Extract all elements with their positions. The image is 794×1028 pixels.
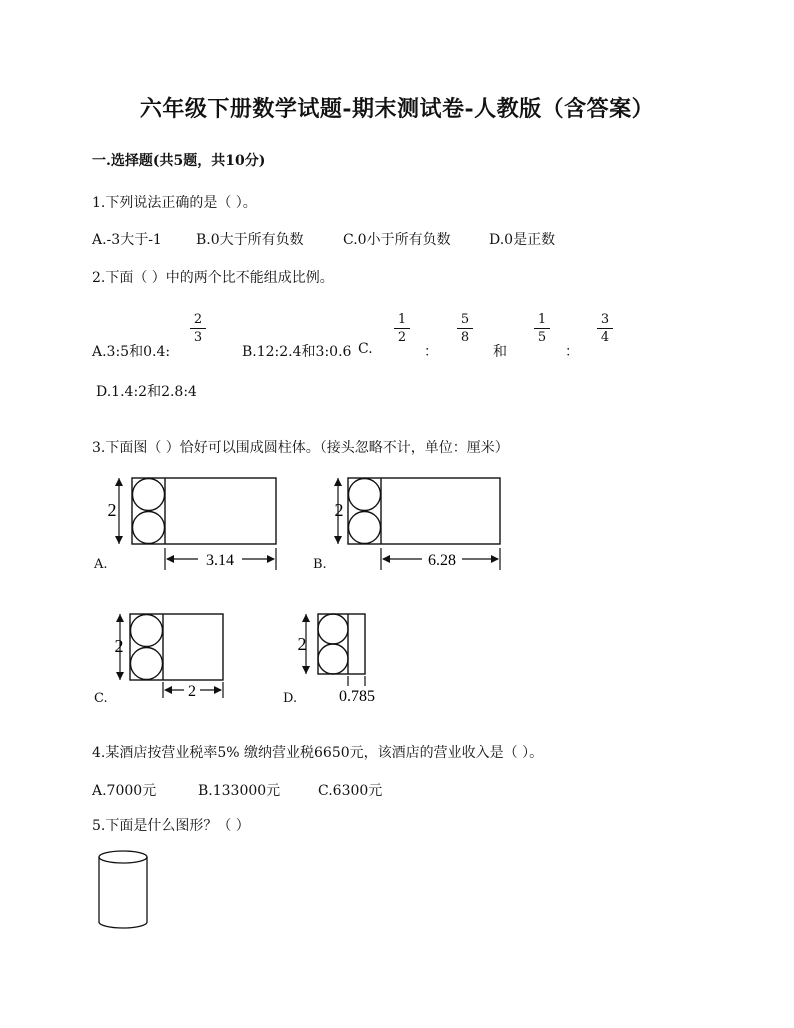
q4-option-c: C.6300元	[318, 783, 383, 799]
q2-c-fraction-3: 1 5	[532, 312, 552, 345]
q2-option-d: D.1.4:2和2.8:4	[96, 384, 197, 400]
question-2-stem: 2.下面（ ）中的两个比不能组成比例。	[92, 270, 334, 286]
fig-b-label: B.	[313, 557, 327, 572]
fig-a-width-label: 3.14	[206, 552, 234, 569]
q2-c-fraction-4: 3 4	[595, 312, 615, 345]
q2-c-and: 和	[493, 344, 507, 360]
question-4-stem: 4.某酒店按营业税率5% 缴纳营业税6650元，该酒店的营业收入是（ ）。	[92, 745, 544, 761]
question-1-stem: 1.下列说法正确的是（ ）。	[92, 195, 257, 211]
q2-a-fraction: 2 3	[188, 312, 208, 345]
figure-a-net	[92, 470, 292, 580]
fig-b-height-label: 2	[334, 500, 344, 520]
fig-d-width-label: 0.785	[339, 688, 375, 705]
q2-c-fraction-1: 1 2	[392, 312, 412, 345]
q2-c-fraction-2: 5 8	[455, 312, 475, 345]
q2-option-c: C.	[358, 341, 373, 357]
figure-c-net	[100, 606, 240, 706]
q2-option-b: B.12:2.4和3:0.6	[242, 344, 352, 360]
fig-c-label: C.	[94, 691, 108, 706]
figure-b-net	[310, 470, 510, 580]
q2-c-colon-1: ：	[424, 344, 438, 360]
q2-c-colon-2: ：	[565, 344, 579, 360]
section-heading: 一.选择题(共5题，共10分)	[92, 153, 266, 169]
fig-a-height-label: 2	[107, 500, 117, 520]
fig-c-height-label: 2	[114, 636, 124, 656]
q4-option-b: B.133000元	[198, 783, 281, 799]
cylinder-figure	[96, 848, 156, 934]
q4-option-a: A.7000元	[92, 783, 157, 799]
fig-c-width-label: 2	[188, 683, 196, 700]
q1-option-c: C.0小于所有负数	[343, 232, 451, 248]
fig-a-label: A.	[94, 557, 108, 572]
figure-d-net	[290, 606, 400, 706]
page-title: 六年级下册数学试题-期末测试卷-人教版（含答案）	[139, 96, 655, 122]
q1-option-d: D.0是正数	[489, 232, 556, 248]
q1-option-a: A.-3大于-1	[92, 232, 162, 248]
q2-option-a: A.3:5和0.4:	[92, 344, 171, 360]
question-5-stem: 5.下面是什么图形？（ ）	[92, 818, 250, 834]
fig-b-width-label: 6.28	[428, 552, 456, 569]
q1-option-b: B.0大于所有负数	[196, 232, 304, 248]
question-3-stem: 3.下面图（ ）恰好可以围成圆柱体。（接头忽略不计，单位：厘米）	[92, 440, 509, 456]
fig-d-height-label: 2	[297, 634, 307, 654]
fig-d-label: D.	[283, 691, 298, 706]
